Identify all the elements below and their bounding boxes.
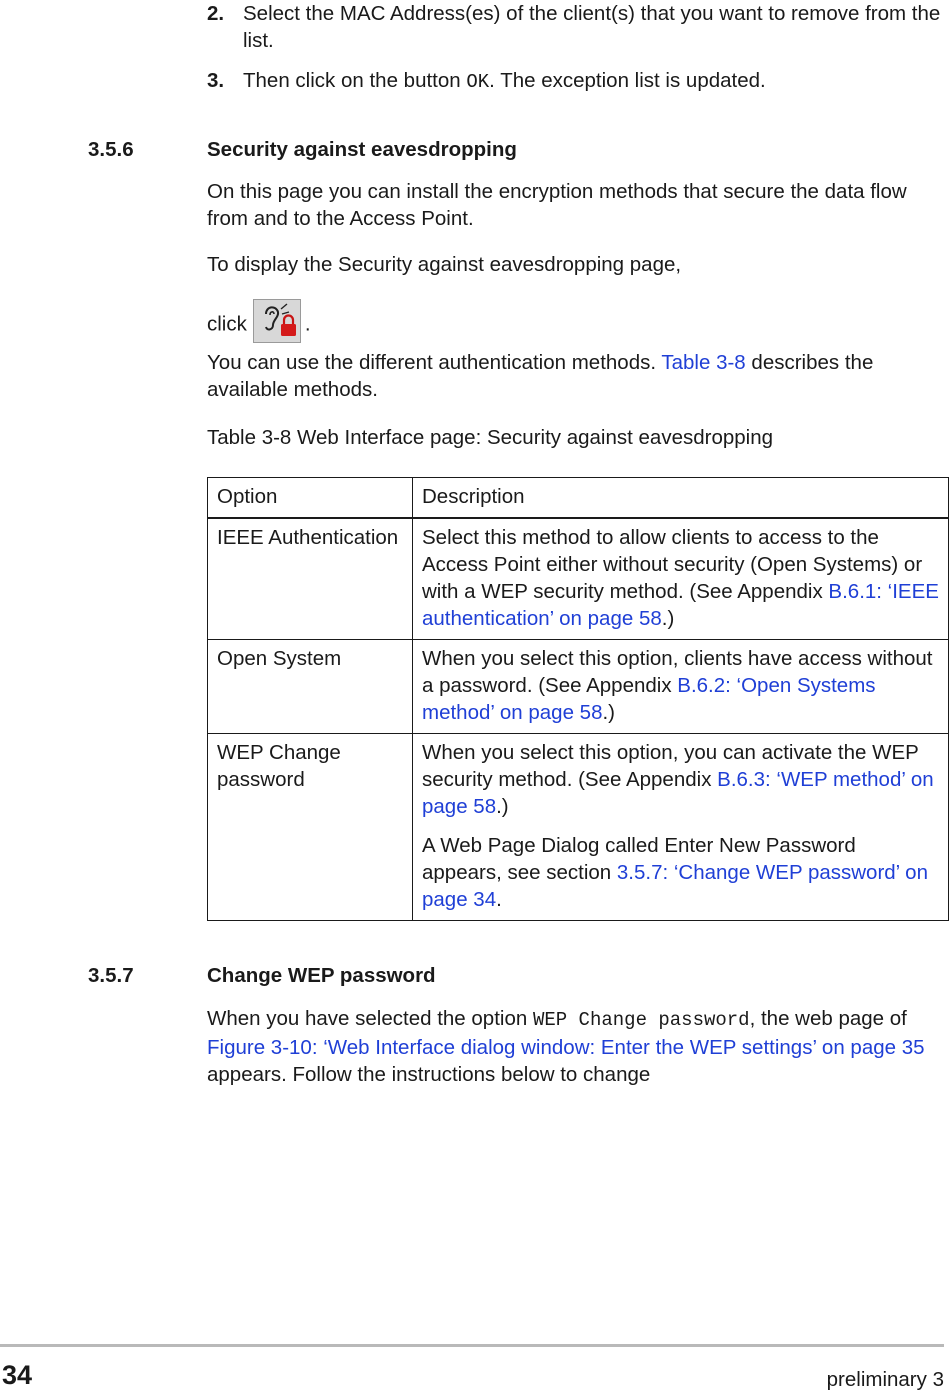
option-code: WEP Change password <box>532 1009 750 1031</box>
option-cell: IEEE Authentication <box>208 518 413 640</box>
description-text: .) <box>661 607 675 630</box>
option-cell: WEP Change password <box>208 734 413 921</box>
click-label: click <box>207 312 247 336</box>
description-text: A Web Page Dialog called Enter New Password appears, see section <box>422 834 856 884</box>
table-header-description: Description <box>413 478 949 519</box>
description-text: .) <box>602 701 615 724</box>
step-number: 2. <box>207 2 225 25</box>
table-header-row <box>208 478 949 519</box>
appendix-link[interactable]: B.6.1: ‘IEEE authentication’ on page 58 <box>422 580 939 630</box>
options-table <box>207 477 949 921</box>
footer-label: preliminary 3 <box>826 1368 944 1391</box>
paragraph-text: appears. Follow the instructions below to change <box>207 1063 651 1086</box>
description-paragraph <box>422 832 940 913</box>
figure-link[interactable]: Figure 3-10: ‘Web Interface dialog window: Enter the WEP settings’ on page 35 <box>207 1036 925 1059</box>
eavesdropping-security-icon[interactable] <box>253 299 301 343</box>
table-caption: Table 3-8 Web Interface page: Security against eavesdropping <box>207 426 774 449</box>
paragraph: On this page you can install the encryption methods that secure the data flow from and to the Access Point. <box>207 180 907 230</box>
description-cell <box>413 518 949 640</box>
description-paragraph <box>422 739 940 820</box>
paragraph-text: describes the available methods. <box>207 351 874 401</box>
paragraph-text: You can use the different authentication methods. <box>207 351 662 374</box>
paragraph-text: When you have selected the option <box>207 1007 533 1030</box>
description-text: . <box>496 888 502 911</box>
table-row <box>208 518 949 640</box>
section-number: 3.5.7 <box>88 964 134 987</box>
description-text: Select this method to allow clients to access to the Access Point either without security (Open Systems) or with a WEP security method. (See Appendix <box>422 526 923 603</box>
table-row <box>208 640 949 734</box>
step-text-before: Then click on the button <box>243 69 467 92</box>
table-link[interactable]: Table 3-8 <box>661 351 746 374</box>
section-title: Change WEP password <box>207 964 436 987</box>
footer-divider <box>0 1344 944 1347</box>
click-after: . <box>304 312 311 336</box>
section-title: Security against eavesdropping <box>207 138 517 161</box>
page-number: 34 <box>2 1360 33 1390</box>
step-text: Select the MAC Address(es) of the client(s) that you want to remove from the list. <box>243 2 941 52</box>
table-row <box>208 734 949 921</box>
step-number: 3. <box>207 69 225 92</box>
step-text-after: . The exception list is updated. <box>489 69 766 92</box>
description-text: .) <box>496 795 509 818</box>
paragraph-text: , the web page of <box>749 1007 907 1030</box>
paragraph <box>207 349 947 403</box>
paragraph <box>207 1005 947 1088</box>
appendix-link[interactable]: B.6.3: ‘WEP method’ on page 58 <box>422 768 934 818</box>
section-number: 3.5.6 <box>88 138 134 161</box>
description-text: When you select this option, clients have access without a password. (See Appendix <box>422 647 933 697</box>
table-header-option: Option <box>208 478 413 519</box>
appendix-link[interactable]: B.6.2: ‘Open Systems method’ on page 58 <box>422 674 876 724</box>
step-text <box>243 67 943 96</box>
description-cell <box>413 734 949 921</box>
description-text: When you select this option, you can activate the WEP security method. (See Appendix <box>422 741 919 791</box>
click-instruction <box>207 303 947 347</box>
section-link[interactable]: 3.5.7: ‘Change WEP password’ on page 34 <box>422 861 928 911</box>
option-cell: Open System <box>208 640 413 734</box>
paragraph: To display the Security against eavesdropping page, <box>207 253 682 276</box>
description-cell <box>413 640 949 734</box>
ok-code: OK <box>466 71 490 93</box>
